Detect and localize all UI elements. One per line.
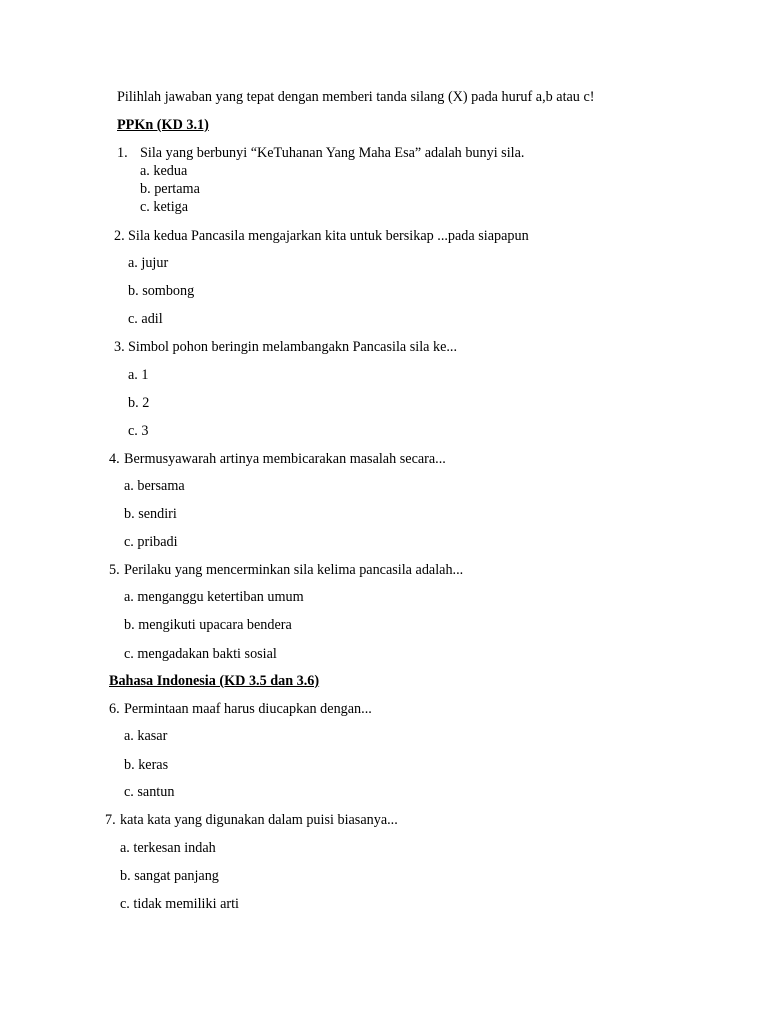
option-c[interactable]: c. santun (124, 784, 175, 800)
option-c[interactable]: c. pribadi (124, 534, 178, 550)
question-number: 5. (109, 562, 120, 578)
option-c[interactable]: c. 3 (128, 423, 149, 439)
question-text: Perilaku yang mencerminkan sila kelima pancasila adalah... (124, 562, 464, 578)
question-text: Permintaan maaf harus diucapkan dengan... (124, 701, 372, 717)
option-a[interactable]: a. jujur (128, 255, 169, 271)
question-number: 1. (117, 145, 128, 161)
question-number: 7. (105, 812, 116, 828)
question-number: 2. (114, 228, 125, 244)
question-text: kata kata yang digunakan dalam puisi biasanya... (120, 812, 398, 828)
option-a[interactable]: a. menganggu ketertiban umum (124, 589, 304, 605)
option-a[interactable]: a. terkesan indah (120, 840, 216, 856)
option-a[interactable]: a. 1 (128, 367, 149, 383)
option-b[interactable]: b. 2 (128, 395, 150, 411)
question-number: 3. (114, 339, 125, 355)
section-heading-bahasa-indonesia: Bahasa Indonesia (KD 3.5 dan 3.6) (109, 673, 320, 689)
option-b[interactable]: b. sangat panjang (120, 868, 219, 884)
question-number: 6. (109, 701, 120, 717)
question-number: 4. (109, 451, 120, 467)
instruction: Pilihlah jawaban yang tepat dengan memberi tanda silang (X) pada huruf a,b atau c! (117, 89, 595, 105)
option-c[interactable]: c. tidak memiliki arti (120, 896, 239, 912)
option-c[interactable]: c. adil (128, 311, 163, 327)
option-a[interactable]: a. bersama (124, 478, 185, 494)
question-text: Bermusyawarah artinya membicarakan masalah secara... (124, 451, 446, 467)
option-b[interactable]: b. sendiri (124, 506, 177, 522)
option-a[interactable]: a. kedua (140, 163, 188, 179)
option-b[interactable]: b. mengikuti upacara bendera (124, 617, 292, 633)
option-b[interactable]: b. keras (124, 757, 169, 773)
option-c[interactable]: c. ketiga (140, 199, 189, 215)
section-heading-ppkn: PPKn (KD 3.1) (117, 117, 209, 133)
option-a[interactable]: a. kasar (124, 728, 168, 744)
option-b[interactable]: b. sombong (128, 283, 195, 299)
question-text: Sila yang berbunyi “KeTuhanan Yang Maha Esa” adalah bunyi sila. (140, 145, 525, 161)
option-b[interactable]: b. pertama (140, 181, 200, 197)
option-c[interactable]: c. mengadakan bakti sosial (124, 646, 277, 662)
question-text: Sila kedua Pancasila mengajarkan kita untuk bersikap ...pada siapapun (128, 228, 529, 244)
question-text: Simbol pohon beringin melambangakn Pancasila sila ke... (128, 339, 458, 355)
